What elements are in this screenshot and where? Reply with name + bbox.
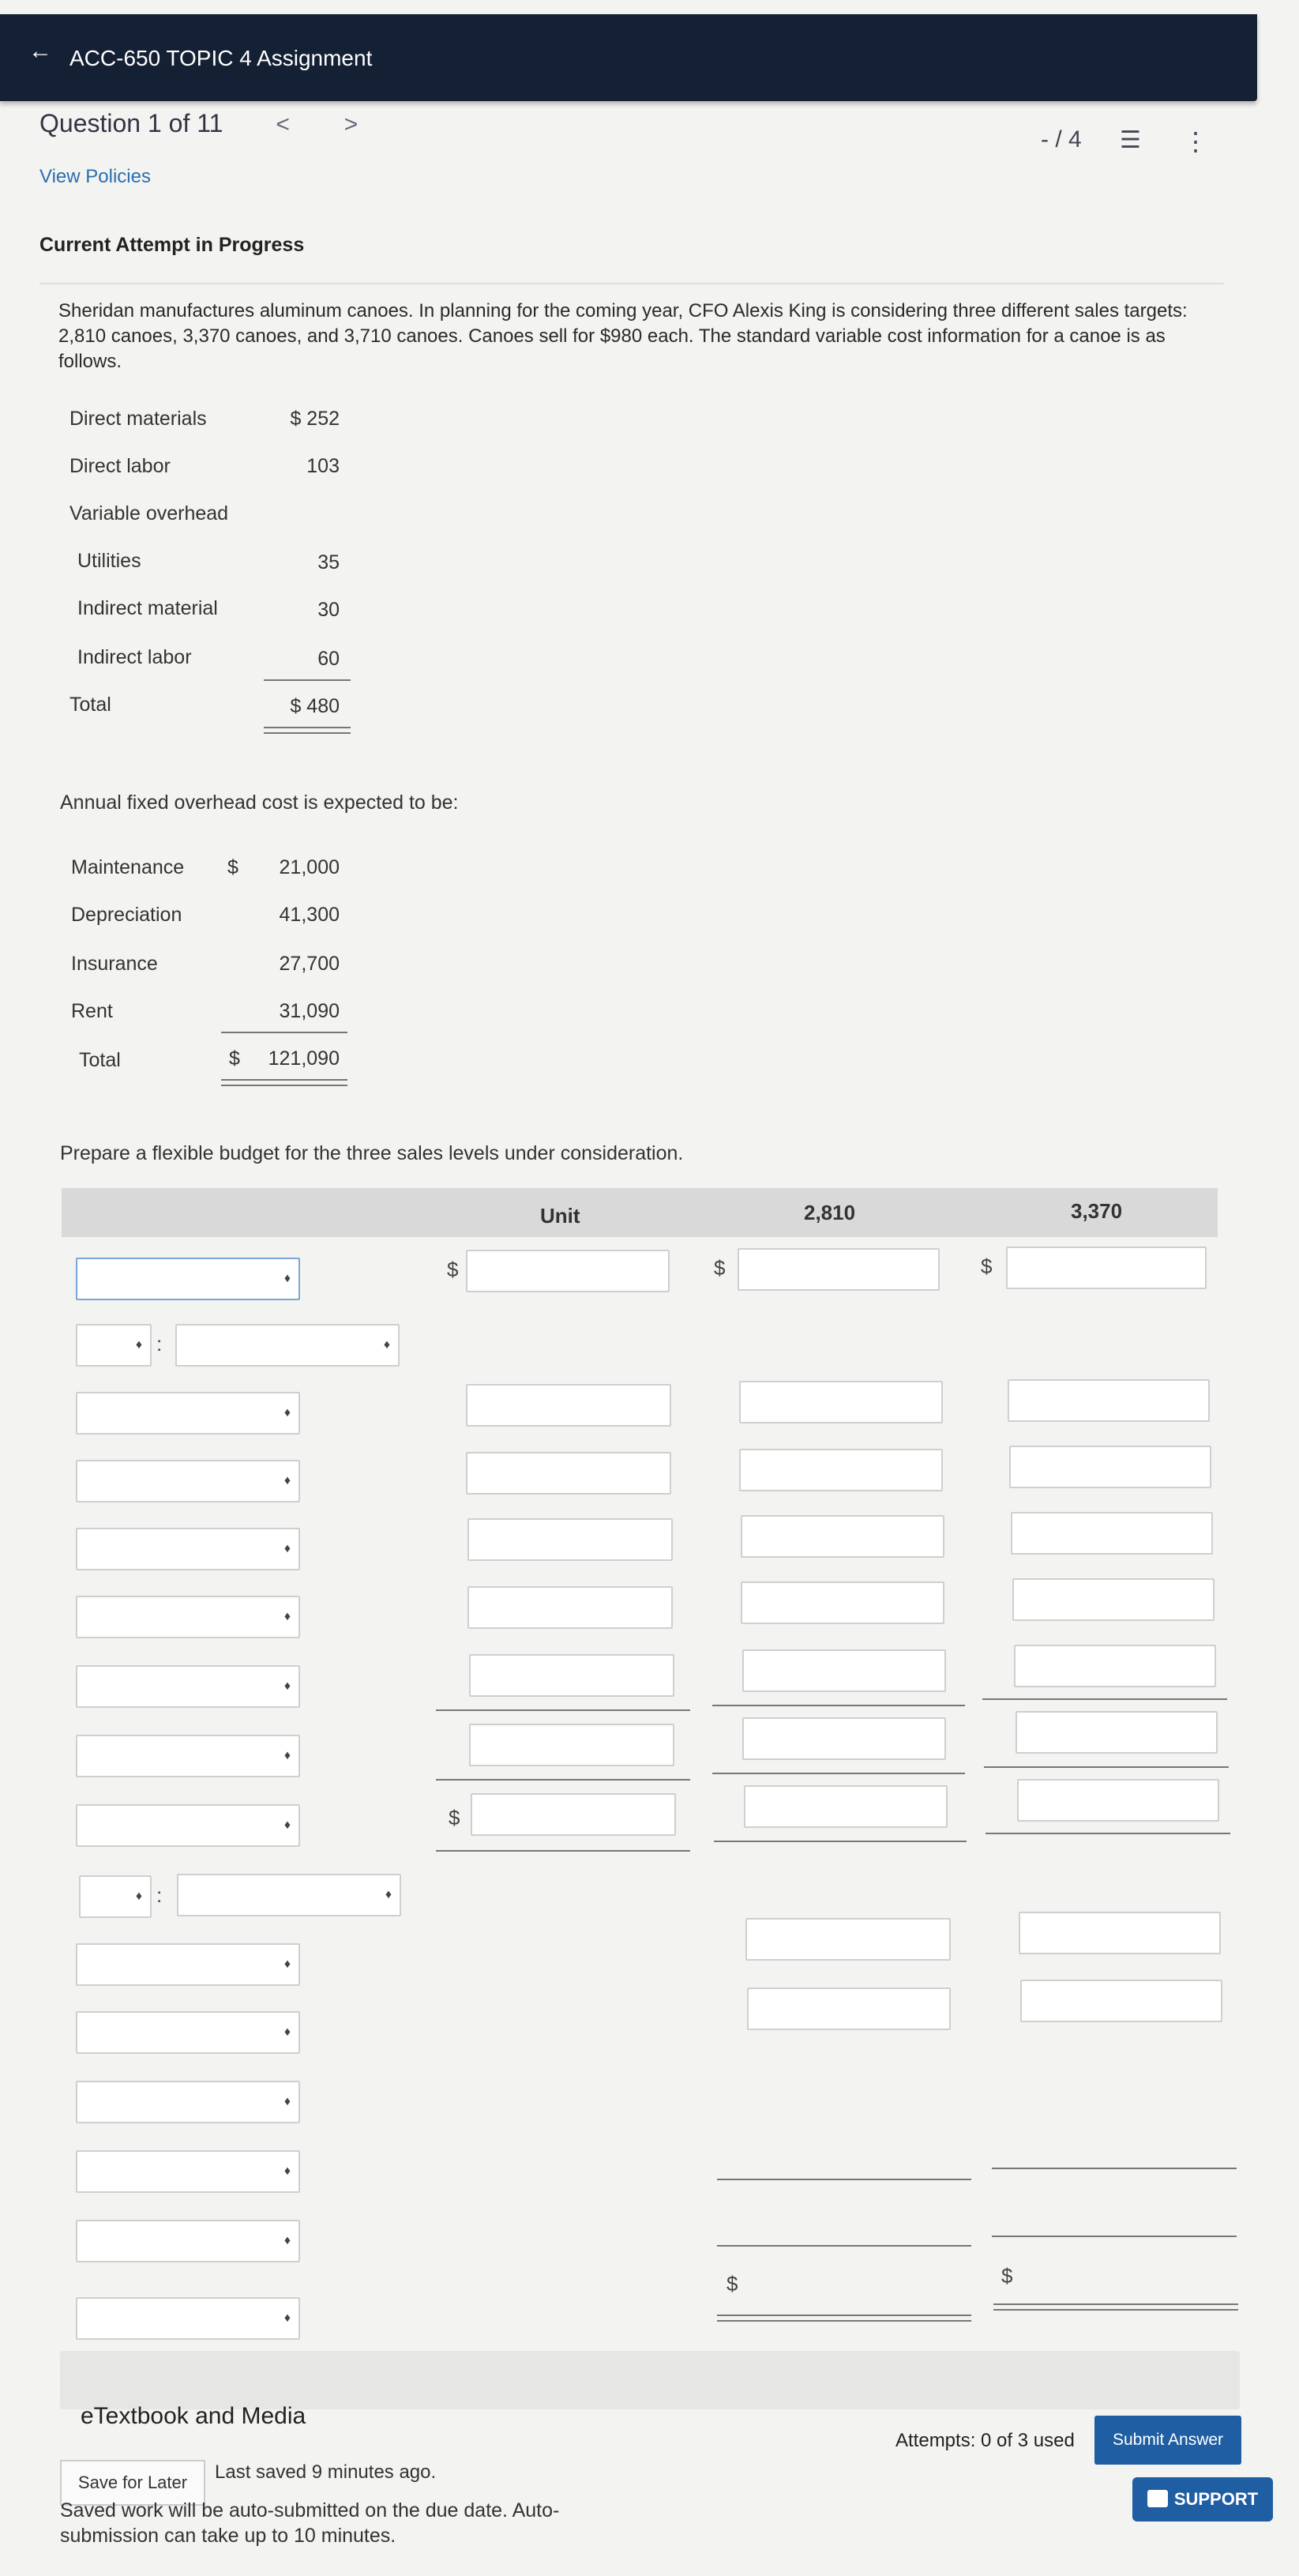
unit-input[interactable] xyxy=(467,1518,673,1561)
var-cost-value: $ 480 xyxy=(290,695,340,717)
var-cost-value: 103 xyxy=(306,455,340,477)
underline xyxy=(982,1698,1227,1700)
fixed-cost-value: 121,090 xyxy=(268,1047,340,1070)
question-indicator xyxy=(39,109,358,138)
chevron-updown-icon: ♦ xyxy=(283,2234,291,2247)
chevron-updown-icon: ♦ xyxy=(283,1406,291,1420)
double-underline xyxy=(264,727,351,734)
underline xyxy=(221,1032,347,1033)
underline xyxy=(984,1766,1229,1768)
divider xyxy=(39,283,1224,284)
double-underline xyxy=(993,2303,1238,2311)
prev-question-icon[interactable]: < xyxy=(276,111,290,137)
level2-input[interactable] xyxy=(1017,1779,1219,1822)
chat-icon xyxy=(1147,2490,1168,2507)
line-item-select[interactable] xyxy=(76,2150,300,2193)
unit-input[interactable] xyxy=(467,1586,673,1629)
chevron-updown-icon: ♦ xyxy=(283,2095,291,2108)
score-display: - / 4 xyxy=(1041,126,1082,152)
underline xyxy=(717,2179,971,2180)
line-item-select[interactable] xyxy=(76,1943,300,1986)
fixed-cost-value: 21,000 xyxy=(279,856,340,878)
dollar-sign: $ xyxy=(714,1256,726,1280)
fixed-cost-dollar: $ xyxy=(229,1047,240,1070)
section-label-select[interactable] xyxy=(175,1324,400,1367)
line-item-select[interactable] xyxy=(76,1804,300,1847)
underline xyxy=(436,1850,690,1852)
question-list-icon[interactable]: ☰ xyxy=(1120,127,1141,153)
var-cost-value: 60 xyxy=(317,648,340,670)
dollar-sign: $ xyxy=(449,1806,460,1830)
chevron-updown-icon: ♦ xyxy=(283,1610,291,1623)
unit-input[interactable] xyxy=(469,1654,674,1697)
level1-input[interactable] xyxy=(738,1248,940,1291)
underline xyxy=(712,1773,965,1774)
var-cost-label: Variable overhead xyxy=(69,502,229,525)
level1-input[interactable] xyxy=(742,1649,946,1692)
unit-input[interactable] xyxy=(466,1452,671,1495)
next-question-icon[interactable]: > xyxy=(344,111,359,137)
underline xyxy=(992,2236,1237,2237)
double-underline xyxy=(717,2315,971,2322)
unit-input[interactable] xyxy=(466,1250,670,1292)
line-item-select[interactable] xyxy=(76,1392,300,1435)
underline xyxy=(717,2245,971,2247)
level1-input[interactable] xyxy=(745,1918,951,1961)
level1-input[interactable] xyxy=(744,1785,948,1828)
chevron-updown-icon: ♦ xyxy=(283,1749,291,1762)
attempts-used: Attempts: 0 of 3 used xyxy=(895,2430,1075,2451)
chevron-updown-icon: ♦ xyxy=(283,1957,291,1971)
level2-input[interactable] xyxy=(1009,1446,1211,1488)
var-cost-label: Direct materials xyxy=(69,408,207,430)
underline xyxy=(992,2168,1237,2169)
underline xyxy=(436,1709,690,1711)
line-item-select[interactable] xyxy=(76,1596,300,1638)
underline xyxy=(264,679,351,681)
col-header-2810: 2,810 xyxy=(804,1201,856,1224)
fixed-cost-value: 27,700 xyxy=(279,953,340,975)
unit-input[interactable] xyxy=(471,1793,676,1836)
level1-input[interactable] xyxy=(741,1515,944,1558)
underline xyxy=(436,1779,690,1781)
etextbook-label: eTextbook and Media xyxy=(81,2403,306,2429)
instruction: Prepare a flexible budget for the three sales levels under consideration. xyxy=(60,1142,684,1164)
top-bar xyxy=(0,14,1257,101)
view-policies-link[interactable]: View Policies xyxy=(39,166,151,187)
chevron-updown-icon: ♦ xyxy=(283,2311,291,2325)
fixed-cost-label: Total xyxy=(79,1049,121,1071)
auto-submit-note: Saved work will be auto-submitted on the due date. Auto-submission can take up to 10 minutes. xyxy=(60,2499,560,2547)
fixed-cost-label: Depreciation xyxy=(71,904,182,926)
underline xyxy=(714,1841,967,1842)
level1-input[interactable] xyxy=(739,1381,943,1423)
chevron-updown-icon: ♦ xyxy=(383,1338,390,1352)
chevron-updown-icon: ♦ xyxy=(135,1338,142,1352)
level2-input[interactable] xyxy=(1008,1379,1210,1422)
section-select[interactable] xyxy=(79,1875,152,1918)
unit-input[interactable] xyxy=(469,1724,674,1766)
chevron-updown-icon: ♦ xyxy=(283,1818,291,1832)
line-item-select[interactable] xyxy=(76,1735,300,1777)
underline xyxy=(986,1833,1230,1834)
arrow-left-icon[interactable]: ← xyxy=(28,38,52,64)
dollar-sign: $ xyxy=(981,1254,993,1278)
level2-input[interactable] xyxy=(1019,1912,1221,1954)
attempt-heading: Current Attempt in Progress xyxy=(39,234,305,256)
fixed-cost-label: Maintenance xyxy=(71,856,185,878)
level1-input[interactable] xyxy=(747,1987,951,2030)
problem-text: Sheridan manufactures aluminum canoes. In planning for the coming year, CFO Alexis King is considering three different sales targets: 2,810 canoes, 3,370 canoes, and 3,710 canoes. Canoes sell for $980 each. The standard variable cost information for a canoe is as follows. xyxy=(58,300,1188,372)
level1-input[interactable] xyxy=(742,1717,946,1760)
var-cost-value: 35 xyxy=(317,551,340,573)
chevron-updown-icon: ♦ xyxy=(283,1474,291,1487)
level2-input[interactable] xyxy=(1020,1980,1222,2022)
question-label: Question 1 of 11 xyxy=(39,109,223,137)
underline xyxy=(712,1705,965,1706)
dollar-sign: $ xyxy=(1001,2264,1013,2288)
col-header-3370: 3,370 xyxy=(1071,1199,1123,1223)
fixed-cost-value: 41,300 xyxy=(279,904,340,926)
line-item-select[interactable] xyxy=(76,2011,300,2054)
line-item-select[interactable] xyxy=(76,1528,300,1570)
dollar-sign: $ xyxy=(447,1258,459,1281)
level1-input[interactable] xyxy=(739,1449,943,1491)
fixed-cost-dollar: $ xyxy=(227,856,238,878)
chevron-updown-icon: ♦ xyxy=(283,2164,291,2178)
var-cost-label: Direct labor xyxy=(69,455,171,477)
save-for-later-button[interactable]: Save for Later xyxy=(60,2460,205,2506)
line-item-select[interactable] xyxy=(76,2220,300,2262)
var-cost-value: $ 252 xyxy=(290,408,340,430)
line-item-select[interactable] xyxy=(76,2081,300,2123)
assignment-title: ACC-650 TOPIC 4 Assignment xyxy=(69,46,373,70)
unit-input[interactable] xyxy=(466,1384,671,1427)
dollar-sign: $ xyxy=(726,2272,738,2296)
fixed-intro: Annual fixed overhead cost is expected to be: xyxy=(60,792,459,814)
section-label-select[interactable] xyxy=(177,1874,401,1916)
colon: : xyxy=(156,1883,163,1907)
colon: : xyxy=(156,1332,163,1356)
support-button[interactable] xyxy=(1132,2477,1273,2521)
chevron-updown-icon: ♦ xyxy=(283,1679,291,1693)
level2-input[interactable] xyxy=(1014,1645,1216,1687)
double-underline xyxy=(221,1079,347,1086)
var-cost-label: Utilities xyxy=(77,550,141,572)
level2-input[interactable] xyxy=(1011,1512,1213,1555)
level2-input[interactable] xyxy=(1012,1578,1215,1621)
submit-answer-button[interactable]: Submit Answer xyxy=(1094,2416,1241,2465)
line-item-select[interactable] xyxy=(76,1258,300,1300)
chevron-updown-icon: ♦ xyxy=(283,1272,291,1285)
etextbook-section[interactable] xyxy=(60,2351,1240,2429)
var-cost-label: Indirect labor xyxy=(77,646,192,668)
level2-input[interactable] xyxy=(1016,1711,1218,1754)
budget-header-row xyxy=(62,1188,1218,1237)
line-item-select[interactable] xyxy=(76,2297,300,2340)
var-cost-value: 30 xyxy=(317,599,340,621)
var-cost-label: Total xyxy=(69,694,111,716)
level2-input[interactable] xyxy=(1006,1247,1207,1289)
line-item-select[interactable] xyxy=(76,1665,300,1708)
chevron-updown-icon: ♦ xyxy=(283,1542,291,1555)
col-header-unit: Unit xyxy=(540,1204,580,1228)
section-select[interactable] xyxy=(76,1324,152,1367)
chevron-updown-icon: ♦ xyxy=(385,1888,392,1901)
level1-input[interactable] xyxy=(741,1581,944,1624)
chevron-updown-icon: ♦ xyxy=(283,2025,291,2039)
fixed-cost-value: 31,090 xyxy=(279,1000,340,1022)
last-saved-status: Last saved 9 minutes ago. xyxy=(215,2461,437,2483)
chevron-updown-icon: ♦ xyxy=(135,1890,142,1903)
support-label: SUPPORT xyxy=(1173,2489,1259,2509)
var-cost-label: Indirect material xyxy=(77,597,218,619)
line-item-select[interactable] xyxy=(76,1460,300,1502)
more-options-icon[interactable]: ⋮ xyxy=(1183,127,1208,156)
fixed-cost-label: Rent xyxy=(71,1000,113,1022)
fixed-cost-label: Insurance xyxy=(71,953,158,975)
